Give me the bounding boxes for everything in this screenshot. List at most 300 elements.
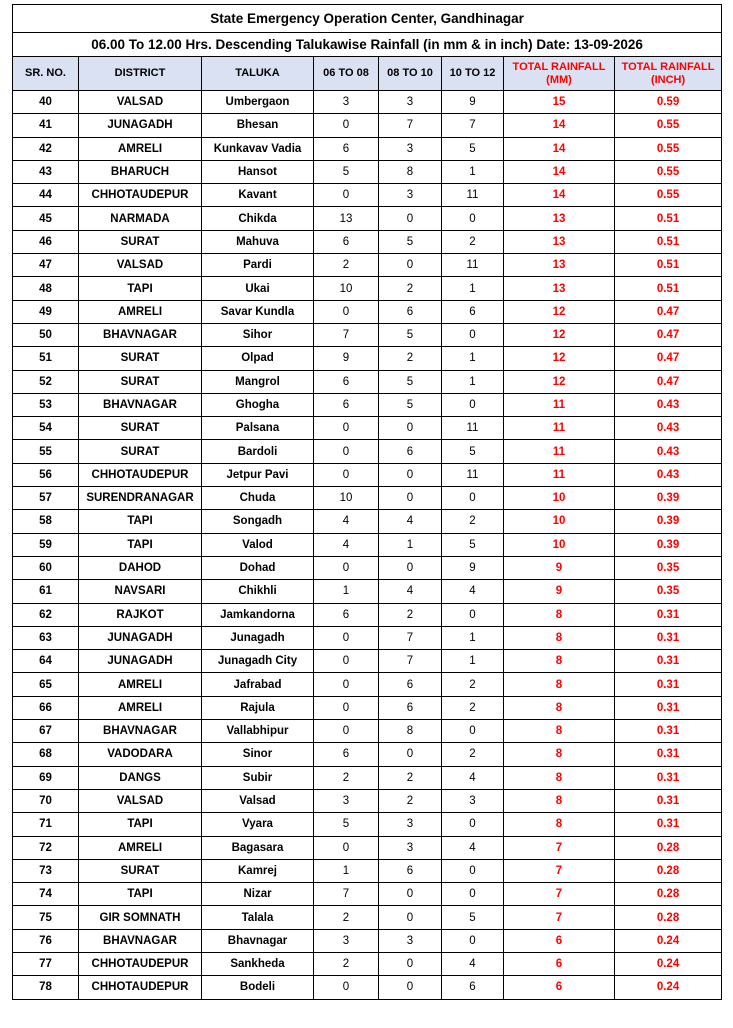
total-inch-cell: 0.59	[615, 91, 722, 114]
sr-no-cell: 43	[13, 160, 79, 183]
taluka-cell: Sankheda	[202, 952, 314, 975]
rain-08-10-cell: 4	[379, 580, 442, 603]
rain-08-10-cell: 0	[379, 417, 442, 440]
rain-06-08-cell: 6	[314, 137, 379, 160]
taluka-cell: Kunkavav Vadia	[202, 137, 314, 160]
table-row	[13, 207, 722, 230]
rain-06-08-cell: 6	[314, 393, 379, 416]
header-06-to-08: 06 TO 08	[314, 57, 379, 91]
taluka-cell: Jetpur Pavi	[202, 463, 314, 486]
total-mm-cell: 13	[504, 254, 615, 277]
taluka-cell: Bhesan	[202, 114, 314, 137]
rainfall-table	[12, 4, 722, 1000]
total-mm-cell: 8	[504, 766, 615, 789]
rain-10-12-cell: 4	[442, 836, 504, 859]
table-row	[13, 952, 722, 975]
rain-10-12-cell: 0	[442, 393, 504, 416]
district-cell: SURAT	[79, 417, 202, 440]
rain-10-12-cell: 1	[442, 160, 504, 183]
rain-08-10-cell: 3	[379, 91, 442, 114]
rain-06-08-cell: 10	[314, 277, 379, 300]
rain-06-08-cell: 13	[314, 207, 379, 230]
total-mm-cell: 9	[504, 556, 615, 579]
total-mm-cell: 13	[504, 207, 615, 230]
rain-06-08-cell: 0	[314, 463, 379, 486]
taluka-cell: Hansot	[202, 160, 314, 183]
district-cell: NARMADA	[79, 207, 202, 230]
sr-no-cell: 53	[13, 393, 79, 416]
sr-no-cell: 48	[13, 277, 79, 300]
rain-10-12-cell: 2	[442, 696, 504, 719]
taluka-cell: Bagasara	[202, 836, 314, 859]
sr-no-cell: 42	[13, 137, 79, 160]
total-inch-cell: 0.39	[615, 510, 722, 533]
district-cell: CHHOTAUDEPUR	[79, 463, 202, 486]
sr-no-cell: 64	[13, 650, 79, 673]
rain-06-08-cell: 7	[314, 883, 379, 906]
rain-06-08-cell: 0	[314, 626, 379, 649]
taluka-cell: Kavant	[202, 184, 314, 207]
total-inch-cell: 0.24	[615, 952, 722, 975]
sr-no-cell: 54	[13, 417, 79, 440]
rain-06-08-cell: 6	[314, 603, 379, 626]
table-row	[13, 114, 722, 137]
rain-06-08-cell: 2	[314, 952, 379, 975]
rain-06-08-cell: 1	[314, 580, 379, 603]
rain-08-10-cell: 0	[379, 743, 442, 766]
rain-10-12-cell: 11	[442, 184, 504, 207]
total-mm-cell: 11	[504, 440, 615, 463]
sr-no-cell: 60	[13, 556, 79, 579]
taluka-cell: Savar Kundla	[202, 300, 314, 323]
rain-08-10-cell: 7	[379, 114, 442, 137]
rain-08-10-cell: 6	[379, 696, 442, 719]
taluka-cell: Chikda	[202, 207, 314, 230]
table-row	[13, 300, 722, 323]
rain-10-12-cell: 2	[442, 230, 504, 253]
rain-08-10-cell: 0	[379, 906, 442, 929]
rain-06-08-cell: 3	[314, 789, 379, 812]
rain-06-08-cell: 4	[314, 510, 379, 533]
district-cell: TAPI	[79, 533, 202, 556]
total-inch-cell: 0.31	[615, 720, 722, 743]
table-row	[13, 230, 722, 253]
table-row	[13, 580, 722, 603]
table-row	[13, 277, 722, 300]
rain-06-08-cell: 2	[314, 254, 379, 277]
rain-10-12-cell: 0	[442, 720, 504, 743]
rain-06-08-cell: 3	[314, 929, 379, 952]
district-cell: BHAVNAGAR	[79, 323, 202, 346]
total-inch-cell: 0.51	[615, 230, 722, 253]
rain-06-08-cell: 0	[314, 184, 379, 207]
total-mm-cell: 8	[504, 626, 615, 649]
header-sr-no: SR. NO.	[13, 57, 79, 91]
district-cell: TAPI	[79, 277, 202, 300]
taluka-cell: Sinor	[202, 743, 314, 766]
table-row	[13, 859, 722, 882]
total-mm-cell: 10	[504, 533, 615, 556]
rain-06-08-cell: 6	[314, 230, 379, 253]
total-inch-cell: 0.31	[615, 813, 722, 836]
total-mm-cell: 12	[504, 300, 615, 323]
header-district: DISTRICT	[79, 57, 202, 91]
total-inch-cell: 0.31	[615, 626, 722, 649]
sr-no-cell: 41	[13, 114, 79, 137]
rain-10-12-cell: 2	[442, 743, 504, 766]
rain-10-12-cell: 5	[442, 533, 504, 556]
rain-08-10-cell: 0	[379, 463, 442, 486]
rain-08-10-cell: 5	[379, 323, 442, 346]
rain-06-08-cell: 3	[314, 91, 379, 114]
rain-08-10-cell: 3	[379, 813, 442, 836]
table-row	[13, 323, 722, 346]
rain-06-08-cell: 0	[314, 300, 379, 323]
total-mm-cell: 8	[504, 789, 615, 812]
sr-no-cell: 56	[13, 463, 79, 486]
rain-06-08-cell: 0	[314, 696, 379, 719]
district-cell: RAJKOT	[79, 603, 202, 626]
total-mm-cell: 8	[504, 650, 615, 673]
rain-10-12-cell: 1	[442, 370, 504, 393]
taluka-cell: Talala	[202, 906, 314, 929]
total-inch-cell: 0.28	[615, 836, 722, 859]
table-row	[13, 184, 722, 207]
sr-no-cell: 40	[13, 91, 79, 114]
sr-no-cell: 73	[13, 859, 79, 882]
total-mm-cell: 12	[504, 347, 615, 370]
rain-10-12-cell: 0	[442, 859, 504, 882]
total-inch-cell: 0.28	[615, 906, 722, 929]
rain-08-10-cell: 1	[379, 533, 442, 556]
total-mm-cell: 8	[504, 813, 615, 836]
total-mm-cell: 6	[504, 929, 615, 952]
total-inch-cell: 0.51	[615, 277, 722, 300]
total-mm-cell: 12	[504, 370, 615, 393]
rain-10-12-cell: 0	[442, 813, 504, 836]
district-cell: DANGS	[79, 766, 202, 789]
rain-10-12-cell: 5	[442, 440, 504, 463]
rain-10-12-cell: 1	[442, 347, 504, 370]
district-cell: AMRELI	[79, 137, 202, 160]
sr-no-cell: 52	[13, 370, 79, 393]
total-inch-cell: 0.31	[615, 743, 722, 766]
taluka-cell: Ghogha	[202, 393, 314, 416]
rain-10-12-cell: 4	[442, 580, 504, 603]
total-inch-cell: 0.55	[615, 184, 722, 207]
district-cell: GIR SOMNATH	[79, 906, 202, 929]
table-row	[13, 766, 722, 789]
rain-10-12-cell: 7	[442, 114, 504, 137]
table-row	[13, 510, 722, 533]
rain-10-12-cell: 3	[442, 789, 504, 812]
district-cell: AMRELI	[79, 300, 202, 323]
total-inch-cell: 0.55	[615, 137, 722, 160]
rain-10-12-cell: 0	[442, 929, 504, 952]
total-inch-cell: 0.28	[615, 883, 722, 906]
rain-08-10-cell: 6	[379, 300, 442, 323]
rain-10-12-cell: 6	[442, 976, 504, 999]
district-cell: BHARUCH	[79, 160, 202, 183]
total-mm-cell: 14	[504, 114, 615, 137]
total-inch-cell: 0.51	[615, 207, 722, 230]
taluka-cell: Palsana	[202, 417, 314, 440]
rain-06-08-cell: 0	[314, 440, 379, 463]
rain-06-08-cell: 0	[314, 836, 379, 859]
rain-08-10-cell: 2	[379, 789, 442, 812]
sr-no-cell: 76	[13, 929, 79, 952]
rain-10-12-cell: 5	[442, 137, 504, 160]
table-row	[13, 463, 722, 486]
sr-no-cell: 67	[13, 720, 79, 743]
taluka-cell: Jamkandorna	[202, 603, 314, 626]
total-inch-cell: 0.35	[615, 556, 722, 579]
table-row	[13, 626, 722, 649]
rain-06-08-cell: 0	[314, 976, 379, 999]
rain-06-08-cell: 0	[314, 673, 379, 696]
rain-06-08-cell: 0	[314, 720, 379, 743]
taluka-cell: Valod	[202, 533, 314, 556]
rain-08-10-cell: 3	[379, 137, 442, 160]
district-cell: SURENDRANAGAR	[79, 487, 202, 510]
district-cell: VALSAD	[79, 254, 202, 277]
district-cell: SURAT	[79, 230, 202, 253]
total-mm-cell: 11	[504, 463, 615, 486]
total-inch-cell: 0.43	[615, 463, 722, 486]
taluka-cell: Pardi	[202, 254, 314, 277]
rain-08-10-cell: 0	[379, 883, 442, 906]
sr-no-cell: 75	[13, 906, 79, 929]
rain-08-10-cell: 8	[379, 160, 442, 183]
rain-06-08-cell: 4	[314, 533, 379, 556]
sr-no-cell: 47	[13, 254, 79, 277]
total-mm-cell: 10	[504, 487, 615, 510]
sr-no-cell: 66	[13, 696, 79, 719]
sr-no-cell: 55	[13, 440, 79, 463]
rain-06-08-cell: 6	[314, 743, 379, 766]
table-row	[13, 533, 722, 556]
sr-no-cell: 59	[13, 533, 79, 556]
rain-08-10-cell: 0	[379, 207, 442, 230]
rain-08-10-cell: 2	[379, 277, 442, 300]
rain-10-12-cell: 5	[442, 906, 504, 929]
total-mm-cell: 7	[504, 883, 615, 906]
district-cell: BHAVNAGAR	[79, 393, 202, 416]
table-row	[13, 417, 722, 440]
taluka-cell: Dohad	[202, 556, 314, 579]
district-cell: VALSAD	[79, 91, 202, 114]
rain-08-10-cell: 7	[379, 650, 442, 673]
district-cell: SURAT	[79, 859, 202, 882]
total-mm-cell: 8	[504, 673, 615, 696]
rain-08-10-cell: 3	[379, 184, 442, 207]
sr-no-cell: 44	[13, 184, 79, 207]
sr-no-cell: 77	[13, 952, 79, 975]
rain-10-12-cell: 11	[442, 254, 504, 277]
rain-06-08-cell: 5	[314, 813, 379, 836]
total-mm-cell: 6	[504, 976, 615, 999]
table-row	[13, 836, 722, 859]
column-header-row	[13, 57, 722, 91]
rain-06-08-cell: 2	[314, 906, 379, 929]
district-cell: CHHOTAUDEPUR	[79, 184, 202, 207]
district-cell: AMRELI	[79, 836, 202, 859]
total-mm-cell: 8	[504, 720, 615, 743]
total-inch-cell: 0.43	[615, 440, 722, 463]
rain-10-12-cell: 2	[442, 673, 504, 696]
sr-no-cell: 61	[13, 580, 79, 603]
district-cell: AMRELI	[79, 696, 202, 719]
rain-06-08-cell: 6	[314, 370, 379, 393]
total-inch-cell: 0.43	[615, 393, 722, 416]
taluka-cell: Bhavnagar	[202, 929, 314, 952]
table-row	[13, 906, 722, 929]
taluka-cell: Mangrol	[202, 370, 314, 393]
total-inch-cell: 0.47	[615, 323, 722, 346]
rain-10-12-cell: 0	[442, 883, 504, 906]
rain-10-12-cell: 4	[442, 952, 504, 975]
rain-06-08-cell: 0	[314, 650, 379, 673]
taluka-cell: Sihor	[202, 323, 314, 346]
taluka-cell: Mahuva	[202, 230, 314, 253]
taluka-cell: Jafrabad	[202, 673, 314, 696]
sr-no-cell: 74	[13, 883, 79, 906]
district-cell: SURAT	[79, 370, 202, 393]
rain-08-10-cell: 0	[379, 556, 442, 579]
district-cell: BHAVNAGAR	[79, 720, 202, 743]
rain-08-10-cell: 6	[379, 440, 442, 463]
table-row	[13, 650, 722, 673]
taluka-cell: Nizar	[202, 883, 314, 906]
total-inch-cell: 0.31	[615, 789, 722, 812]
total-mm-cell: 14	[504, 160, 615, 183]
rain-08-10-cell: 2	[379, 766, 442, 789]
total-mm-cell: 11	[504, 393, 615, 416]
sr-no-cell: 45	[13, 207, 79, 230]
rain-08-10-cell: 0	[379, 254, 442, 277]
rain-10-12-cell: 0	[442, 487, 504, 510]
district-cell: CHHOTAUDEPUR	[79, 952, 202, 975]
taluka-cell: Umbergaon	[202, 91, 314, 114]
table-row	[13, 720, 722, 743]
rain-10-12-cell: 4	[442, 766, 504, 789]
rain-08-10-cell: 7	[379, 626, 442, 649]
district-cell: TAPI	[79, 813, 202, 836]
sr-no-cell: 46	[13, 230, 79, 253]
total-mm-cell: 15	[504, 91, 615, 114]
sr-no-cell: 72	[13, 836, 79, 859]
rain-06-08-cell: 0	[314, 417, 379, 440]
taluka-cell: Vyara	[202, 813, 314, 836]
total-mm-cell: 12	[504, 323, 615, 346]
table-row	[13, 556, 722, 579]
total-inch-cell: 0.31	[615, 650, 722, 673]
rain-08-10-cell: 3	[379, 929, 442, 952]
rain-08-10-cell: 3	[379, 836, 442, 859]
taluka-cell: Subir	[202, 766, 314, 789]
taluka-cell: Chikhli	[202, 580, 314, 603]
rain-06-08-cell: 0	[314, 556, 379, 579]
sr-no-cell: 50	[13, 323, 79, 346]
district-cell: BHAVNAGAR	[79, 929, 202, 952]
table-row	[13, 254, 722, 277]
table-row	[13, 370, 722, 393]
sr-no-cell: 70	[13, 789, 79, 812]
total-mm-cell: 13	[504, 277, 615, 300]
rain-10-12-cell: 0	[442, 603, 504, 626]
header-10-to-12: 10 TO 12	[442, 57, 504, 91]
total-mm-cell: 9	[504, 580, 615, 603]
taluka-cell: Valsad	[202, 789, 314, 812]
total-mm-cell: 10	[504, 510, 615, 533]
total-inch-cell: 0.28	[615, 859, 722, 882]
rain-06-08-cell: 1	[314, 859, 379, 882]
sr-no-cell: 57	[13, 487, 79, 510]
sr-no-cell: 68	[13, 743, 79, 766]
rain-08-10-cell: 0	[379, 976, 442, 999]
total-mm-cell: 6	[504, 952, 615, 975]
total-inch-cell: 0.24	[615, 976, 722, 999]
sr-no-cell: 65	[13, 673, 79, 696]
rain-08-10-cell: 2	[379, 347, 442, 370]
rain-08-10-cell: 5	[379, 393, 442, 416]
total-mm-cell: 13	[504, 230, 615, 253]
total-mm-cell: 11	[504, 417, 615, 440]
sr-no-cell: 51	[13, 347, 79, 370]
rainfall-report	[12, 4, 721, 1000]
rain-08-10-cell: 8	[379, 720, 442, 743]
rain-10-12-cell: 11	[442, 417, 504, 440]
table-row	[13, 393, 722, 416]
sr-no-cell: 58	[13, 510, 79, 533]
rain-10-12-cell: 1	[442, 277, 504, 300]
rain-10-12-cell: 11	[442, 463, 504, 486]
total-inch-cell: 0.47	[615, 347, 722, 370]
total-inch-cell: 0.55	[615, 114, 722, 137]
total-inch-cell: 0.31	[615, 696, 722, 719]
table-row	[13, 696, 722, 719]
total-inch-cell: 0.47	[615, 300, 722, 323]
table-row	[13, 789, 722, 812]
rain-08-10-cell: 5	[379, 370, 442, 393]
rain-10-12-cell: 9	[442, 556, 504, 579]
district-cell: AMRELI	[79, 673, 202, 696]
taluka-cell: Songadh	[202, 510, 314, 533]
district-cell: JUNAGADH	[79, 650, 202, 673]
sr-no-cell: 71	[13, 813, 79, 836]
table-row	[13, 813, 722, 836]
district-cell: CHHOTAUDEPUR	[79, 976, 202, 999]
taluka-cell: Olpad	[202, 347, 314, 370]
taluka-cell: Vallabhipur	[202, 720, 314, 743]
rain-08-10-cell: 2	[379, 603, 442, 626]
rain-08-10-cell: 6	[379, 673, 442, 696]
rain-10-12-cell: 9	[442, 91, 504, 114]
table-row	[13, 91, 722, 114]
taluka-cell: Bodeli	[202, 976, 314, 999]
rain-10-12-cell: 6	[442, 300, 504, 323]
taluka-cell: Rajula	[202, 696, 314, 719]
total-inch-cell: 0.47	[615, 370, 722, 393]
total-inch-cell: 0.39	[615, 487, 722, 510]
total-mm-cell: 7	[504, 906, 615, 929]
rain-10-12-cell: 1	[442, 650, 504, 673]
total-mm-cell: 7	[504, 859, 615, 882]
rain-06-08-cell: 5	[314, 160, 379, 183]
total-inch-cell: 0.43	[615, 417, 722, 440]
taluka-cell: Ukai	[202, 277, 314, 300]
district-cell: TAPI	[79, 510, 202, 533]
